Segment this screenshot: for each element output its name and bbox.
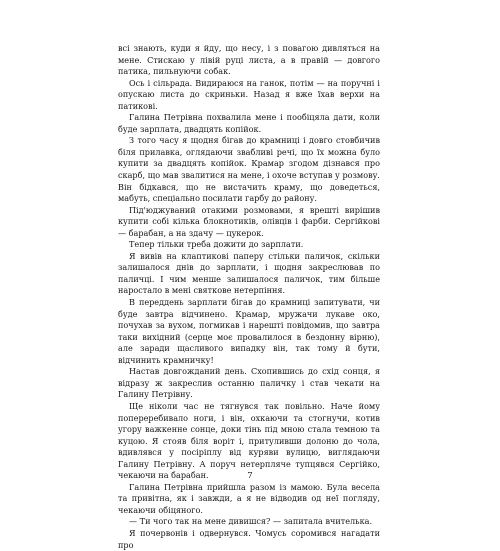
page-number: 7 <box>247 471 253 481</box>
paragraph: Галина Петрівна похвалила мене і пообіцяла дати, коли буде зарплата, двадцять копійок. <box>118 112 380 134</box>
paragraph: Ось і сільрада. Видираюся на ганок, потім — на поручні і опускаю листа до скриньки. Назад я вже їхав верхи на патикові. <box>118 77 380 111</box>
dialogue-line: — Ти чого так на мене дивишся? — запитала вчителька. <box>129 516 373 527</box>
paragraph: В переддень зарплати бігав до крамниці запитувати, чи буде завтра відчинено. Крамар, мружачи лукаве око, почухав за вухом, погмикав і нарешті повідомив, що завтра таки вихідний (серце моє провалилося в бездонну вірню), але заради щасливого випадку він, так тому й бути, відчинить крамничку! <box>118 297 380 365</box>
paragraph: Настав довгожданий день. Схопившись до схід сонця, я відразу ж закреслив останню паличку і став чекати на Галину Петрівну. <box>118 366 380 400</box>
paragraph: Я почервонів і одвернувся. Чомусь соромився нагадати про <box>118 527 380 550</box>
paragraph: Під'юджуваний отакими розмовами, я врешті вирішив купити собі кілька блокнотиків, олівців і фарби. Сергійкові — барабан, а на здачу — цукерок. <box>118 204 380 238</box>
paragraph: З того часу я щодня бігав до крамниці і довго стовбичив біля прилавка, оглядаючи звабливі речі, що їх можна було купити за двадцять копійок. Крамар згодом дізнався про скарб, що мав звалитися на мене, і охоче вступав у розмову. Він бідкався, що не вистачить краму, що доведеться, мабуть, спеціально посилати гарбу до району. <box>118 135 380 204</box>
paragraph: Тепер тільки треба дожити до зарплати. <box>129 239 304 250</box>
paragraph: всі знають, куди я йду, що несу, і з повагою дивляться на мене. Стискаю у лівій руці листа, а в правій — довгого патика, пильнуючи собак. <box>118 43 380 77</box>
paragraph: Ще ніколи час не тягнувся так повільно. Наче йому попереребивало ноги, і він, охкаючи та стогнучи, котив угору важкенне сонце, доки тінь під мною стала темною та куцою. Я стояв біля воріт і, притуливши долоню до чола, вдивлявся у посіріплу від куряви вулицю, виглядаючи Галину Петрівну. А поруч нетерпляче тупцявся Сергійко, чекаючи на барабан. <box>118 400 380 481</box>
paragraph: Я вивів на клаптикові паперу стільки паличок, скільки залишалося днів до зарплати, і щодня закреслював по паличці. І чим менше залишалося паличок, тим більше наростало в мені святкове нетерпіння. <box>118 250 380 296</box>
paragraph: Галина Петрівна прийшла разом із мамою. Була весела та привітна, як і завжди, а я не відводив од неї погляду, чекаючи обіцяного. <box>118 481 380 515</box>
